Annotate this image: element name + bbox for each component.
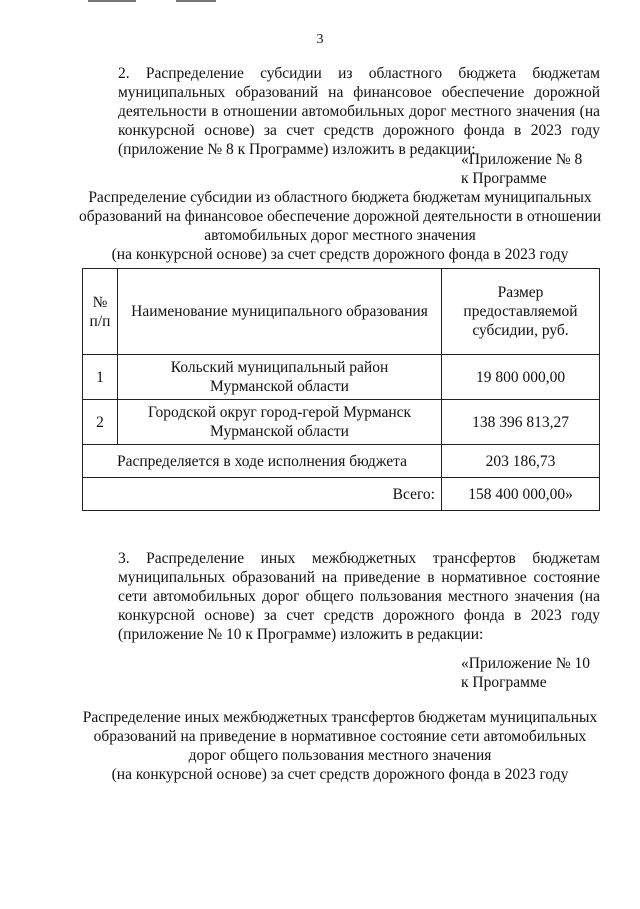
appendix-10-reference — [461, 654, 611, 692]
row-municipality — [118, 400, 442, 445]
title-line: дорог общего пользования местного значения — [188, 747, 492, 764]
subsidy-distribution-table — [82, 268, 600, 511]
row-number: 2 — [83, 400, 118, 445]
scan-artifact-mark — [176, 0, 216, 2]
section-3-paragraph — [82, 549, 600, 644]
section-2-paragraph — [82, 64, 600, 159]
header-text: предоставляемой — [463, 303, 578, 320]
municipality-line: Городской округ город-герой Мурманск — [147, 404, 412, 421]
row-amount: 138 396 813,27 — [442, 400, 600, 445]
table-row — [83, 400, 600, 445]
section-2-text: 2. Распределение субсидии из областного бюджета бюджетам муниципальных образований на финансовое обеспечение дорожной деятельности в отношении автомобильных дорог местного значения (на конкурсной основе) за счет средств дорожного фонда в 2023 году (приложение № 8 к Программе) изложить в редакции: — [118, 65, 600, 158]
title-line: образований на финансовое обеспечение дорожной деятельности в отношении — [78, 208, 602, 225]
distributed-row — [83, 445, 600, 478]
header-amount-cell — [442, 269, 600, 355]
title-line: Распределение субсидии из областного бюджета бюджетам муниципальных — [88, 189, 592, 206]
title-line: образований на приведение в нормативное состояние сети автомобильных — [93, 728, 587, 745]
page-number: 3 — [316, 32, 324, 47]
appendix-8-line-2: к Программе — [461, 170, 547, 187]
header-text: № — [92, 293, 108, 311]
total-amount: 158 400 000,00» — [442, 478, 600, 511]
scan-artifact-mark — [88, 0, 136, 2]
section-3-text: 3. Распределение иных межбюджетных трансфертов бюджетам муниципальных образований на приведение в нормативное состояние сети автомобильных дорог общего пользования местного значения (на конкурсной основе) за счет средств дорожного фонда в 2023 году (приложение № 10 к Программе) изложить в редакции: — [118, 550, 600, 643]
title-line: Распределение иных межбюджетных трансфертов бюджетам муниципальных — [82, 709, 598, 726]
appendix-8-title — [60, 188, 620, 264]
header-text: Размер — [497, 284, 544, 301]
distributed-label: Распределяется в ходе исполнения бюджета — [83, 445, 442, 478]
municipality-line: Мурманской области — [210, 423, 349, 440]
appendix-8-line-1: «Приложение № 8 — [461, 151, 583, 168]
municipality-line: Мурманской области — [210, 378, 349, 395]
distributed-amount: 203 186,73 — [442, 445, 600, 478]
title-line: автомобильных дорог местного значения — [204, 227, 476, 244]
total-label: Всего: — [83, 478, 442, 511]
title-line: (на конкурсной основе) за счет средств дорожного фонда в 2023 году — [111, 766, 569, 783]
table-header-row — [83, 269, 600, 355]
appendix-8-reference — [461, 150, 611, 188]
row-municipality — [118, 355, 442, 400]
appendix-10-line-1: «Приложение № 10 — [461, 655, 590, 672]
total-row — [83, 478, 600, 511]
row-amount: 19 800 000,00 — [442, 355, 600, 400]
row-number: 1 — [83, 355, 118, 400]
header-text: субсидии, руб. — [472, 322, 569, 339]
table-row — [83, 355, 600, 400]
header-number-cell — [83, 269, 118, 355]
header-text: п/п — [89, 312, 111, 330]
appendix-10-title — [60, 708, 620, 784]
header-name-cell: Наименование муниципального образования — [118, 269, 442, 355]
municipality-line: Кольский муниципальный район — [170, 359, 389, 376]
appendix-10-line-2: к Программе — [461, 674, 547, 691]
title-line: (на конкурсной основе) за счет средств дорожного фонда в 2023 году — [111, 246, 569, 263]
